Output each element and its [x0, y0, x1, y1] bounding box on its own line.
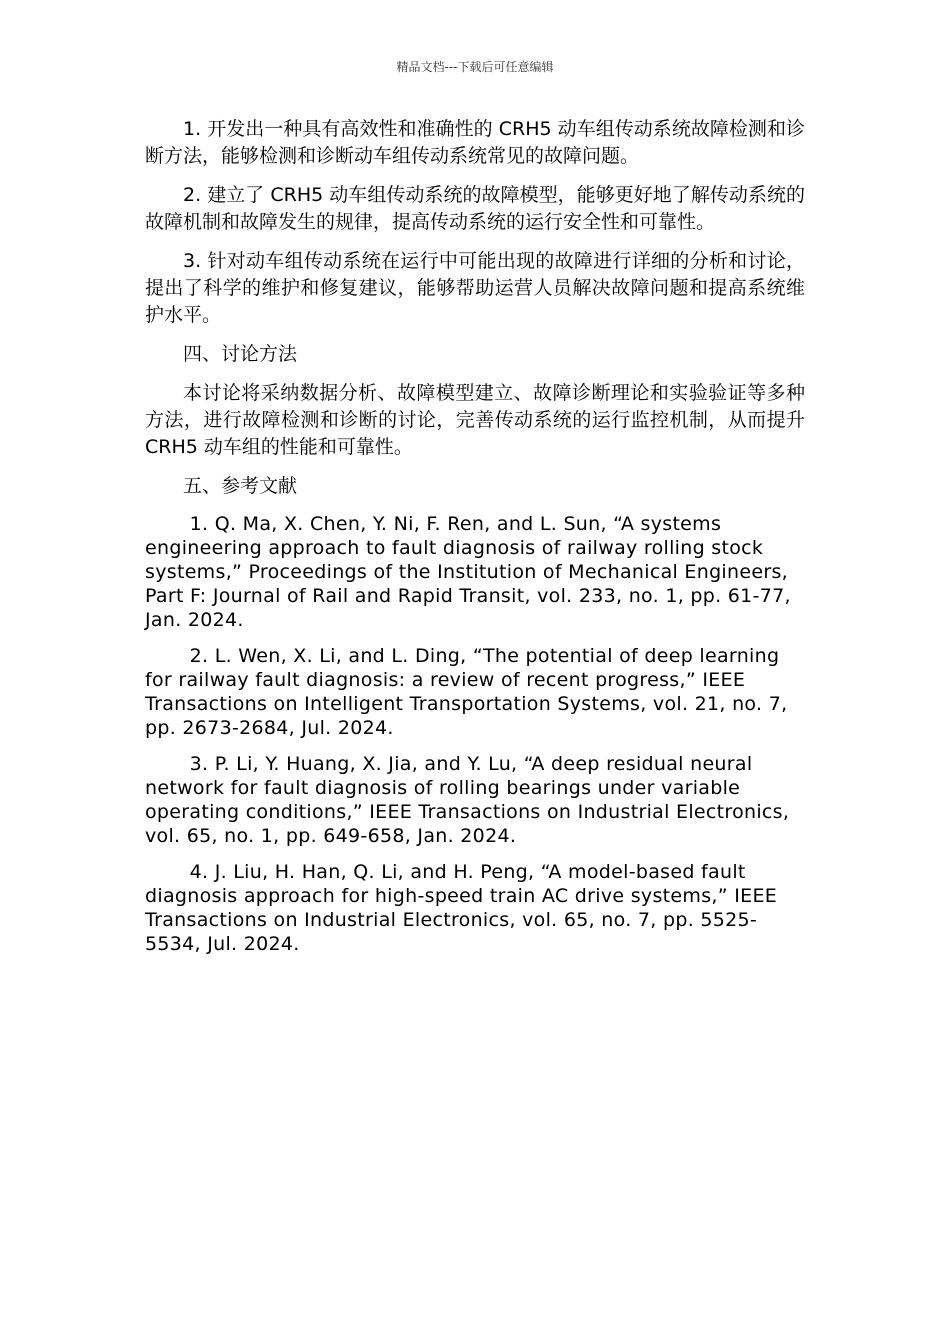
list-item-3: 3. 针对动车组传动系统在运行中可能出现的故障进行详细的分析和讨论，提出了科学的维护和修复建议，能够帮助运营人员解决故障问题和提高系统维护水平。 — [145, 250, 805, 326]
reference-item-1: 1. Q. Ma, X. Chen, Y. Ni, F. Ren, and L. Sun, “A systems engineering approach to fault diagnosis of railway rolling stock systems,” Proceedings of the Institution of Mechanical Engineers, Part F: Journal of Rail and Rapid Transit, vol. 233, no. 1, pp. 61-77, Jan. 2024. — [145, 513, 791, 631]
section-heading-references: 五、参考文献 — [183, 475, 298, 497]
reference-item-2: 2. L. Wen, X. Li, and L. Ding, “The potential of deep learning for railway fault diagnosis: a review of recent progress,” IEEE Transactions on Intelligent Transportation Systems, vol. 21, no. 7, pp. 2673-2684, Jul. 2024. — [145, 645, 788, 739]
reference-item-3: 3. P. Li, Y. Huang, X. Jia, and Y. Lu, “A deep residual neural network for fault diagnosis of rolling bearings under variable operating conditions,” IEEE Transactions on Industrial Electronics, vol. 65, no. 1, pp. 649-658, Jan. 2024. — [145, 753, 790, 847]
document-body — [145, 116, 805, 968]
header-note: 精品文档---下载后可任意编辑 — [396, 60, 554, 74]
list-item-2: 2. 建立了 CRH5 动车组传动系统的故障模型，能够更好地了解传动系统的故障机制和故障发生的规律，提高传动系统的运行安全性和可靠性。 — [145, 184, 805, 233]
list-item-1: 1. 开发出一种具有高效性和准确性的 CRH5 动车组传动系统故障检测和诊断方法，能够检测和诊断动车组传动系统常见的故障问题。 — [145, 118, 805, 167]
discussion-method-paragraph: 本讨论将采纳数据分析、故障模型建立、故障诊断理论和实验验证等多种方法，进行故障检测和诊断的讨论，完善传动系统的运行监控机制，从而提升 CRH5 动车组的性能和可靠性。 — [145, 382, 805, 458]
reference-item-4: 4. J. Liu, H. Han, Q. Li, and H. Peng, “A model-based fault diagnosis approach for high-speed train AC drive systems,” IEEE Transactions on Industrial Electronics, vol. 65, no. 7, pp. 5525-5534, Jul. 2024. — [145, 861, 778, 955]
reference-list — [145, 512, 805, 956]
section-heading-discussion-method: 四、讨论方法 — [183, 343, 298, 365]
